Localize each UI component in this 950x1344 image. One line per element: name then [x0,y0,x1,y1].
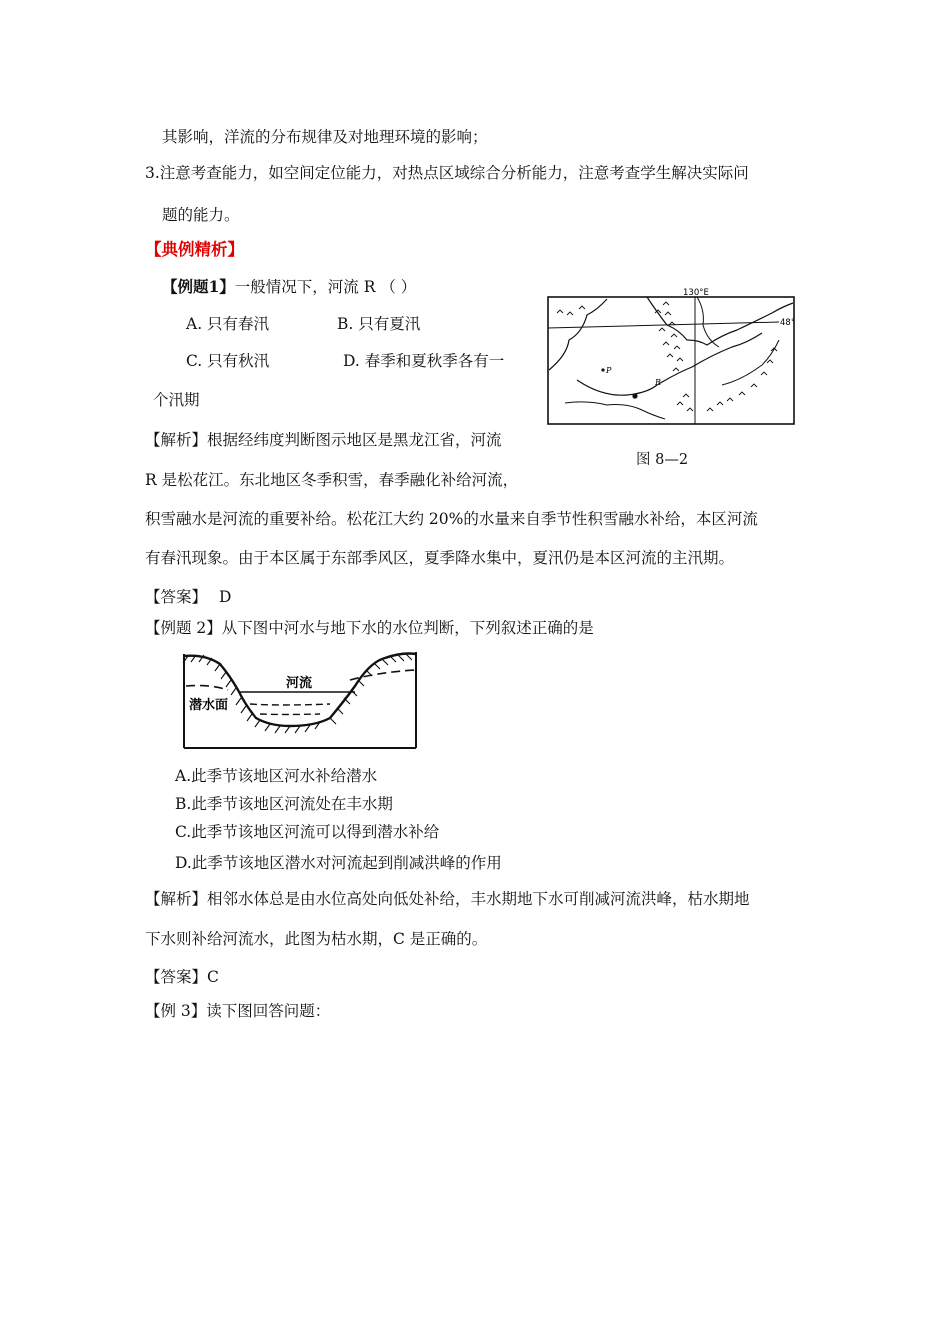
ex2-question [145,618,594,638]
river-water-dash-1 [250,704,330,705]
ex1-analysis-2: R 是松花江。东北地区冬季积雪，春季融化补给河流， [145,471,519,489]
ex2-analysis-1 [145,889,750,909]
ex1-option-d: D. 春季和夏秋季各有一 [343,352,505,370]
ex1-map-svg [547,285,797,425]
ex2-analysis-2: 下水则补给河流水，此图为枯水期，C 是正确的。 [145,930,488,948]
ex1-answer [145,587,231,607]
ex2-option-c: C.此季节该地区河流可以得到潜水补给 [175,823,440,841]
ex1-option-d-cont: 个汛期 [153,391,200,409]
ex3-question [145,1001,330,1021]
border-line-west [549,299,607,370]
ex3-question-text: 读下图回答问题： [206,1002,331,1020]
ex1-question-text: 一般情况下，河流 R （ ） [234,278,417,296]
ex2-river-diagram [180,650,420,754]
ex1-question [162,277,416,297]
river-east [722,340,779,385]
ex2-analysis-tag: 【解析】 [145,890,208,908]
mountain-range-east [677,348,777,411]
river-water-dash-2 [260,714,320,715]
ex1-analysis-tag: 【解析】 [145,431,208,449]
ex1-option-a: A. 只有春汛 [186,315,270,333]
ex1-analysis-text-1: 根据经纬度判断图示地区是黑龙江省，河流 [207,431,502,449]
hatching-right [330,654,412,724]
river-label: 河流 [286,676,313,691]
city-dot [632,393,637,398]
ex1-map-figure [547,285,797,425]
ex1-option-c: C. 只有秋汛 [186,352,270,370]
ex2-answer [145,967,219,987]
mountain-range-northwest [557,306,585,315]
ex1-analysis-3: 积雪融水是河流的重要补给。松花江大约 20%的水量来自季节性积雪融水补给，本区河流 [145,510,758,528]
ex2-analysis-text-1: 相邻水体总是由水位高处向低处补给，丰水期地下水可削减河流洪峰，枯水期地 [207,890,750,908]
ex3-tag: 【例 3】 [145,1002,207,1020]
ex2-question-text: 从下图中河水与地下水的水位判断，下列叙述正确的是 [221,619,594,637]
intro-line-1: 其影响，洋流的分布规律及对地理环境的影响； [162,128,488,146]
ex2-diagram-svg [180,650,420,754]
intro-line-2: 3.注意考查能力，如空间定位能力，对热点区域综合分析能力，注意考查学生解决实际问 [145,164,749,182]
border-line-north [647,297,796,345]
ex2-option-d: D.此季节该地区潜水对河流起到削减洪峰的作用 [175,854,502,872]
river-south [565,402,665,419]
lat-label: 48° [780,318,796,328]
point-p-label: P [606,366,612,375]
ex2-tag: 【例题 2】 [145,619,222,637]
ex1-answer-tag: 【答案】 [145,588,208,606]
ex1-tag: 【例题1】 [162,277,235,296]
hatching-left [183,655,320,733]
section-title: 【典例精析】 [145,240,244,259]
intro-line-3: 题的能力。 [162,206,240,224]
ex2-answer-tag: 【答案】 [145,968,208,986]
lon-label: 130°E [683,288,709,298]
ex1-analysis-4: 有春汛现象。由于本区属于东部季风区，夏季降水集中，夏汛仍是本区河流的主汛期。 [145,549,735,567]
ex1-map-caption: 图 8—2 [636,452,689,468]
mountain-range-central [655,302,683,371]
ex1-option-b: B. 只有夏汛 [337,315,421,333]
ex2-answer-value: C [207,968,219,986]
water-table-label: 潜水面 [189,698,229,713]
ex2-option-a: A.此季节该地区河水补给潜水 [175,767,378,785]
map-frame [548,297,794,424]
river-r-line [577,333,762,395]
ex1-answer-value: D [219,588,232,606]
point-p-dot [601,368,604,371]
ex1-analysis-1 [145,430,502,450]
river-r-label: R [655,378,662,387]
ex2-option-b: B.此季节该地区河流处在丰水期 [175,795,393,813]
